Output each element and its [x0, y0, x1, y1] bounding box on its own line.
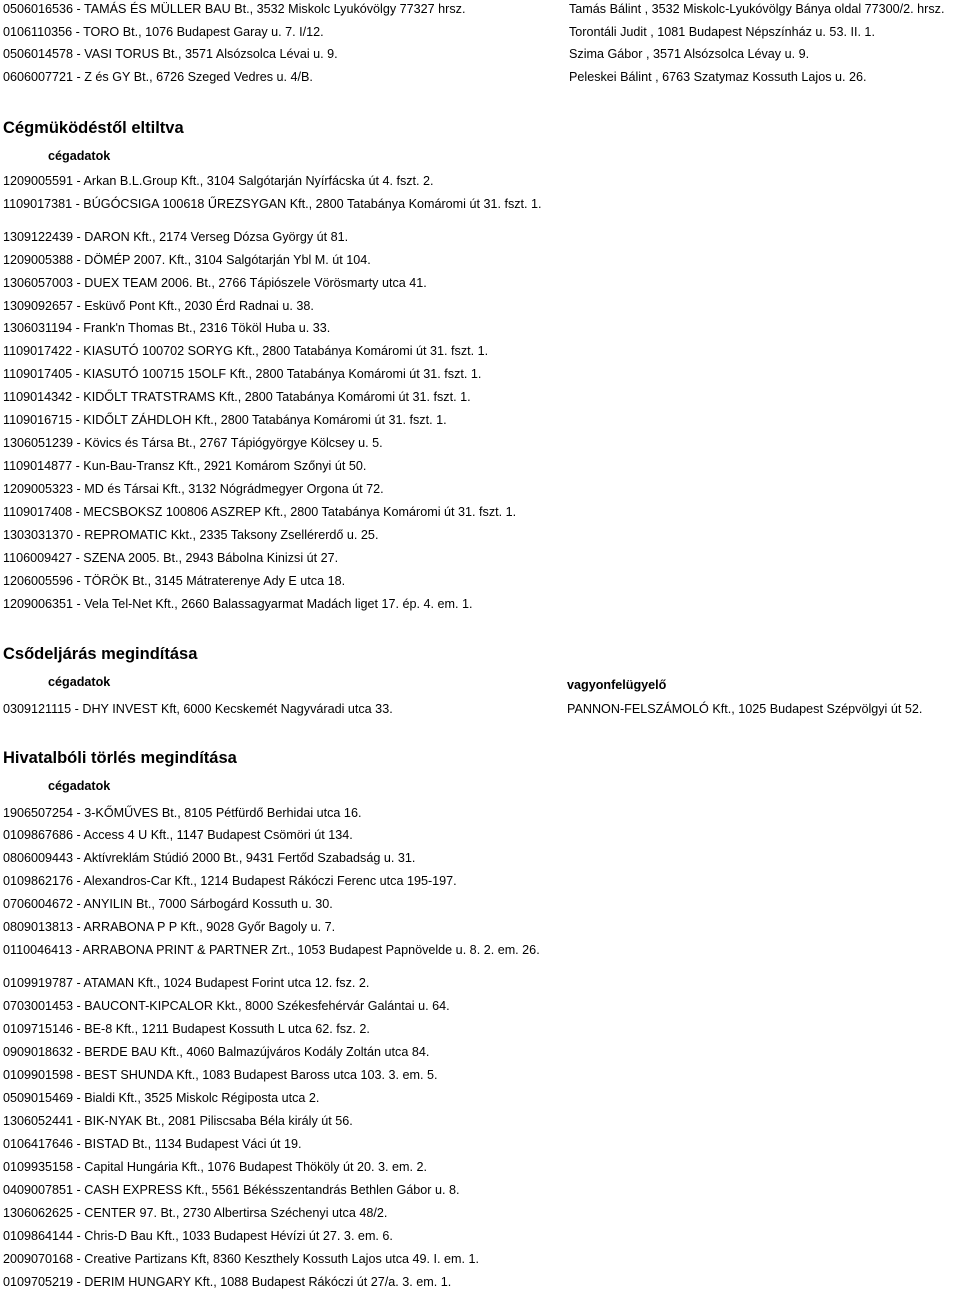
list-item: 0109862176 - Alexandros-Car Kft., 1214 Budapest Rákóczi Ferenc utca 195-197. — [3, 874, 457, 888]
top-entry-right: Peleskei Bálint , 6763 Szatymaz Kossuth Lajos u. 26. — [569, 70, 867, 84]
top-entry-right: Torontáli Judit , 1081 Budapest Népszínház u. 53. II. 1. — [569, 25, 875, 39]
list-item: 1109016715 - KIDŐLT ZÁHDLOH Kft., 2800 Tatabánya Komáromi út 31. fszt. 1. — [3, 413, 447, 427]
list-item: 1306031194 - Frank'n Thomas Bt., 2316 Tököl Huba u. 33. — [3, 321, 331, 335]
list-item: 1306052441 - BIK-NYAK Bt., 2081 Piliscsaba Béla király út 56. — [3, 1114, 353, 1128]
list-item: 0509015469 - Bialdi Kft., 3525 Miskolc Régiposta utca 2. — [3, 1091, 320, 1105]
list-item: 1109014877 - Kun-Bau-Transz Kft., 2921 Komárom Szőnyi út 50. — [3, 459, 367, 473]
list-item: 1309092657 - Esküvő Pont Kft., 2030 Érd Radnai u. 38. — [3, 299, 314, 313]
list-item: 0409007851 - CASH EXPRESS Kft., 5561 Békésszentandrás Bethlen Gábor u. 8. — [3, 1183, 460, 1197]
column-header-vagyonfelugyelo: vagyonfelügyelő — [567, 678, 667, 692]
list-item: 0110046413 - ARRABONA PRINT & PARTNER Zrt., 1053 Budapest Papnövelde u. 8. 2. em. 26. — [3, 943, 540, 957]
list-item: 1303031370 - REPROMATIC Kkt., 2335 Taksony Zsellérerdő u. 25. — [3, 528, 379, 542]
top-entry-right: Tamás Bálint , 3532 Miskolc-Lyukóvölgy Bánya oldal 77300/2. hrsz. — [569, 2, 945, 16]
section-title: Csődeljárás megindítása — [3, 645, 198, 663]
top-entry-left: 0606007721 - Z és GY Bt., 6726 Szeged Vedres u. 4/B. — [3, 70, 313, 84]
list-item-vagyonfelugyelo: PANNON-FELSZÁMOLÓ Kft., 1025 Budapest Szépvölgyi út 52. — [567, 702, 923, 716]
list-item: 1309122439 - DARON Kft., 2174 Verseg Dózsa György út 81. — [3, 230, 349, 244]
list-item: 0809013813 - ARRABONA P P Kft., 9028 Győr Bagoly u. 7. — [3, 920, 336, 934]
list-item: 0109867686 - Access 4 U Kft., 1147 Budapest Csömöri út 134. — [3, 828, 353, 842]
list-item: 1906507254 - 3-KŐMŰVES Bt., 8105 Pétfürdő Berhidai utca 16. — [3, 806, 362, 820]
top-entry-left: 0106110356 - TORO Bt., 1076 Budapest Garay u. 7. I/12. — [3, 25, 324, 39]
list-item: 1209006351 - Vela Tel-Net Kft., 2660 Balassagyarmat Madách liget 17. ép. 4. em. 1. — [3, 597, 473, 611]
list-item: 0109935158 - Capital Hungária Kft., 1076 Budapest Thököly út 20. 3. em. 2. — [3, 1160, 428, 1174]
list-item: 1306057003 - DUEX TEAM 2006. Bt., 2766 Tápiószele Vörösmarty utca 41. — [3, 276, 427, 290]
list-item: 1106009427 - SZENA 2005. Bt., 2943 Bábolna Kinizsi út 27. — [3, 551, 339, 565]
top-entry-left: 0506016536 - TAMÁS ÉS MÜLLER BAU Bt., 3532 Miskolc Lyukóvölgy 77327 hrsz. — [3, 2, 466, 16]
list-item: 0806009443 - Aktívreklám Stúdió 2000 Bt., 9431 Fertőd Szabadság u. 31. — [3, 851, 416, 865]
list-item: 1306051239 - Kövics és Társa Bt., 2767 Tápiógyörgye Kölcsey u. 5. — [3, 436, 383, 450]
list-item: 0706004672 - ANYILIN Bt., 7000 Sárbogárd Kossuth u. 30. — [3, 897, 333, 911]
list-item: 0109705219 - DERIM HUNGARY Kft., 1088 Budapest Rákóczi út 27/a. 3. em. 1. — [3, 1275, 452, 1289]
list-item: 1109014342 - KIDŐLT TRATSTRAMS Kft., 2800 Tatabánya Komáromi út 31. fszt. 1. — [3, 390, 471, 404]
list-item: 2009070168 - Creative Partizans Kft, 8360 Keszthely Kossuth Lajos utca 49. I. em. 1. — [3, 1252, 480, 1266]
list-item: 1306062625 - CENTER 97. Bt., 2730 Albertirsa Széchenyi utca 48/2. — [3, 1206, 388, 1220]
column-header: cégadatok — [48, 675, 111, 689]
section-title: Cégmüködéstől eltiltva — [3, 119, 184, 137]
list-item: 1209005388 - DÖMÉP 2007. Kft., 3104 Salgótarján Ybl M. út 104. — [3, 253, 371, 267]
list-item: 1206005596 - TÖRÖK Bt., 3145 Mátraterenye Ady E utca 18. — [3, 574, 346, 588]
list-item: 0109901598 - BEST SHUNDA Kft., 1083 Budapest Baross utca 103. 3. em. 5. — [3, 1068, 438, 1082]
list-item: 1109017422 - KIASUTÓ 100702 SORYG Kft., 2800 Tatabánya Komáromi út 31. fszt. 1. — [3, 344, 489, 358]
list-item: 1209005591 - Arkan B.L.Group Kft., 3104 Salgótarján Nyírfácska út 4. fszt. 2. — [3, 174, 434, 188]
list-item: 1109017381 - BÚGÓCSIGA 100618 ŰREZSYGAN Kft., 2800 Tatabánya Komáromi út 31. fszt. 1. — [3, 197, 542, 211]
list-item: 0309121115 - DHY INVEST Kft, 6000 Kecskemét Nagyváradi utca 33. — [3, 702, 393, 716]
column-header: cégadatok — [48, 779, 111, 793]
list-item: 1209005323 - MD és Társai Kft., 3132 Nógrádmegyer Orgona út 72. — [3, 482, 384, 496]
list-item: 1109017408 - MECSBOKSZ 100806 ASZREP Kft., 2800 Tatabánya Komáromi út 31. fszt. 1. — [3, 505, 517, 519]
list-item: 0703001453 - BAUCONT-KIPCALOR Kkt., 8000 Székesfehérvár Galántai u. 64. — [3, 999, 450, 1013]
list-item: 1109017405 - KIASUTÓ 100715 15OLF Kft., 2800 Tatabánya Komáromi út 31. fszt. 1. — [3, 367, 482, 381]
list-item: 0109864144 - Chris-D Bau Kft., 1033 Budapest Hévízi út 27. 3. em. 6. — [3, 1229, 393, 1243]
list-item: 0109919787 - ATAMAN Kft., 1024 Budapest Forint utca 12. fsz. 2. — [3, 976, 370, 990]
list-item: 0106417646 - BISTAD Bt., 1134 Budapest Váci út 19. — [3, 1137, 302, 1151]
top-entry-right: Szima Gábor , 3571 Alsózsolca Lévay u. 9. — [569, 47, 810, 61]
column-header: cégadatok — [48, 149, 111, 163]
list-item: 0909018632 - BERDE BAU Kft., 4060 Balmazújváros Kodály Zoltán utca 84. — [3, 1045, 430, 1059]
section-title: Hivatalbóli törlés megindítása — [3, 749, 237, 767]
top-entry-left: 0506014578 - VASI TORUS Bt., 3571 Alsózsolca Lévai u. 9. — [3, 47, 338, 61]
list-item: 0109715146 - BE-8 Kft., 1211 Budapest Kossuth L utca 62. fsz. 2. — [3, 1022, 370, 1036]
